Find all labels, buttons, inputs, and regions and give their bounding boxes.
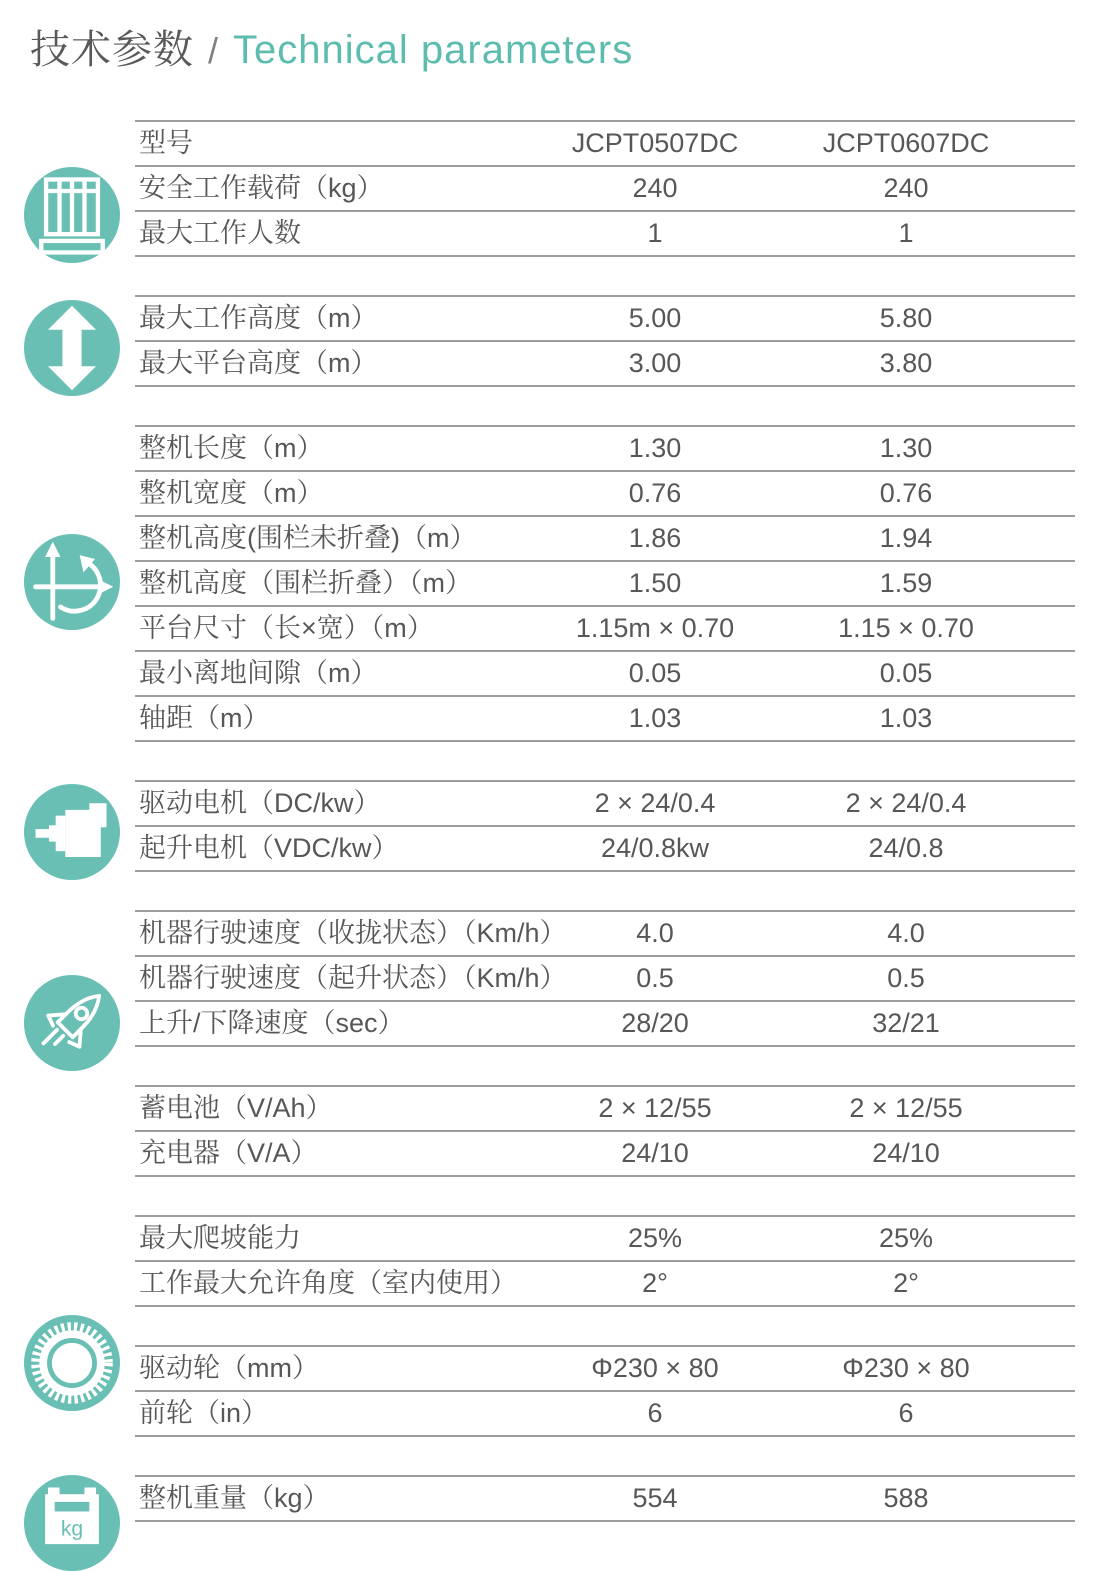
row-value: 0.5 <box>636 963 674 993</box>
section-motors <box>135 780 1075 872</box>
table-row <box>135 1215 1075 1260</box>
title-separator: / <box>208 30 220 71</box>
table-row <box>135 1475 1075 1520</box>
row-value: 6 <box>898 1398 914 1428</box>
row-value: 4.0 <box>636 918 674 948</box>
table-row <box>135 515 1075 560</box>
table-row <box>135 470 1075 515</box>
row-label: 蓄电池（V/Ah） <box>139 1093 333 1123</box>
table-row <box>135 165 1075 210</box>
row-value: 1.15m × 0.70 <box>575 613 735 643</box>
row-value: Φ230 × 80 <box>842 1353 970 1383</box>
row-value: 2 × 24/0.4 <box>594 788 716 818</box>
row-value: 25% <box>627 1223 683 1253</box>
platform-rail-icon <box>24 167 120 263</box>
row-value: 1.59 <box>879 568 933 598</box>
table-row <box>135 1130 1075 1175</box>
row-value: 1 <box>647 218 663 248</box>
table-row <box>135 425 1075 470</box>
table-row <box>135 560 1075 605</box>
table-row <box>135 1260 1075 1305</box>
row-value: 2 × 12/55 <box>849 1093 963 1123</box>
row-value: 6 <box>647 1398 663 1428</box>
weight-icon <box>24 1475 120 1571</box>
row-value: 1 <box>898 218 914 248</box>
table-row <box>135 1390 1075 1435</box>
row-label: 整机重量（kg） <box>139 1483 330 1513</box>
up-down-arrow-icon <box>24 300 120 396</box>
row-value: 2 × 24/0.4 <box>845 788 967 818</box>
row-value: 3.00 <box>628 348 682 378</box>
row-value: 1.15 × 0.70 <box>838 613 974 643</box>
section-gradeability <box>135 1215 1075 1307</box>
row-value: 1.30 <box>879 433 933 463</box>
section-dimensions <box>135 425 1075 742</box>
table-row-model <box>135 120 1075 165</box>
row-label: 上升/下降速度（sec） <box>139 1008 405 1038</box>
spec-table <box>135 120 1075 1560</box>
row-label: 型号 <box>139 128 193 158</box>
table-row <box>135 910 1075 955</box>
row-value: 2° <box>642 1268 668 1298</box>
table-row <box>135 605 1075 650</box>
row-label: 整机高度(围栏未折叠)（m） <box>139 523 477 553</box>
row-label: 平台尺寸（长×宽）（m） <box>139 613 434 643</box>
table-row <box>135 1085 1075 1130</box>
table-row <box>135 1000 1075 1045</box>
row-label: 起升电机（VDC/kw） <box>139 833 399 863</box>
row-label: 驱动轮（mm） <box>139 1353 319 1383</box>
row-value: 2° <box>893 1268 919 1298</box>
section-heights <box>135 295 1075 387</box>
row-value: 5.80 <box>879 303 933 333</box>
row-value: 5.00 <box>628 303 682 333</box>
weight-icon-kg-label: kg <box>60 1517 84 1541</box>
row-label: 充电器（V/A） <box>139 1138 318 1168</box>
row-value: 24/10 <box>621 1138 689 1168</box>
column-header-jcpt0607dc: JCPT0607DC <box>822 128 990 158</box>
table-row <box>135 210 1075 255</box>
table-row <box>135 955 1075 1000</box>
row-value: 1.50 <box>628 568 682 598</box>
row-label: 最小离地间隙（m） <box>139 658 378 688</box>
row-label: 轴距（m） <box>139 703 270 733</box>
row-label: 整机宽度（m） <box>139 478 324 508</box>
row-value: 1.94 <box>879 523 933 553</box>
table-row <box>135 295 1075 340</box>
row-value: 240 <box>632 173 678 203</box>
table-row <box>135 825 1075 870</box>
row-label: 整机长度（m） <box>139 433 324 463</box>
column-header-jcpt0507dc: JCPT0507DC <box>571 128 739 158</box>
table-row <box>135 340 1075 385</box>
row-value: 240 <box>883 173 929 203</box>
row-label: 整机高度（围栏折叠）（m） <box>139 568 472 598</box>
row-value: 1.03 <box>628 703 682 733</box>
row-value: 0.05 <box>879 658 933 688</box>
page-title-zh: 技术参数 <box>30 28 194 72</box>
row-label: 最大工作人数 <box>139 218 301 248</box>
row-label: 前轮（in） <box>139 1398 269 1428</box>
row-value: 1.03 <box>879 703 933 733</box>
row-value: 3.80 <box>879 348 933 378</box>
row-value: 0.76 <box>628 478 682 508</box>
row-value: 2 × 12/55 <box>598 1093 712 1123</box>
table-row <box>135 1345 1075 1390</box>
row-label: 机器行驶速度（起升状态）（Km/h） <box>139 963 567 993</box>
row-value: 0.05 <box>628 658 682 688</box>
row-value: 32/21 <box>872 1008 940 1038</box>
page-title <box>30 18 633 75</box>
row-label: 机器行驶速度（收拢状态）（Km/h） <box>139 918 567 948</box>
row-value: 1.30 <box>628 433 682 463</box>
table-row <box>135 695 1075 740</box>
motor-icon <box>24 784 120 880</box>
row-value: 0.5 <box>887 963 925 993</box>
rocket-speed-icon <box>24 975 120 1071</box>
row-label: 工作最大允许角度（室内使用） <box>139 1268 517 1298</box>
row-value: 1.86 <box>628 523 682 553</box>
row-label: 最大爬坡能力 <box>139 1223 301 1253</box>
row-value: Φ230 × 80 <box>591 1353 719 1383</box>
row-label: 驱动电机（DC/kw） <box>139 788 381 818</box>
row-label: 最大平台高度（m） <box>139 348 378 378</box>
row-value: 25% <box>878 1223 934 1253</box>
row-value: 28/20 <box>621 1008 689 1038</box>
row-value: 554 <box>632 1483 678 1513</box>
section-battery <box>135 1085 1075 1177</box>
dimensions-axes-icon <box>24 534 120 630</box>
row-value: 0.76 <box>879 478 933 508</box>
section-speeds <box>135 910 1075 1047</box>
row-value: 4.0 <box>887 918 925 948</box>
section-wheels <box>135 1345 1075 1437</box>
page-title-en: Technical parameters <box>233 28 634 72</box>
row-value: 24/10 <box>872 1138 940 1168</box>
row-value: 24/0.8kw <box>600 833 710 863</box>
table-row <box>135 650 1075 695</box>
wheel-gear-icon <box>24 1315 120 1411</box>
table-row <box>135 780 1075 825</box>
row-value: 24/0.8 <box>868 833 944 863</box>
section-weight <box>135 1475 1075 1522</box>
row-label: 安全工作载荷（kg） <box>139 173 384 203</box>
section-load <box>135 120 1075 257</box>
row-label: 最大工作高度（m） <box>139 303 378 333</box>
row-value: 588 <box>883 1483 929 1513</box>
